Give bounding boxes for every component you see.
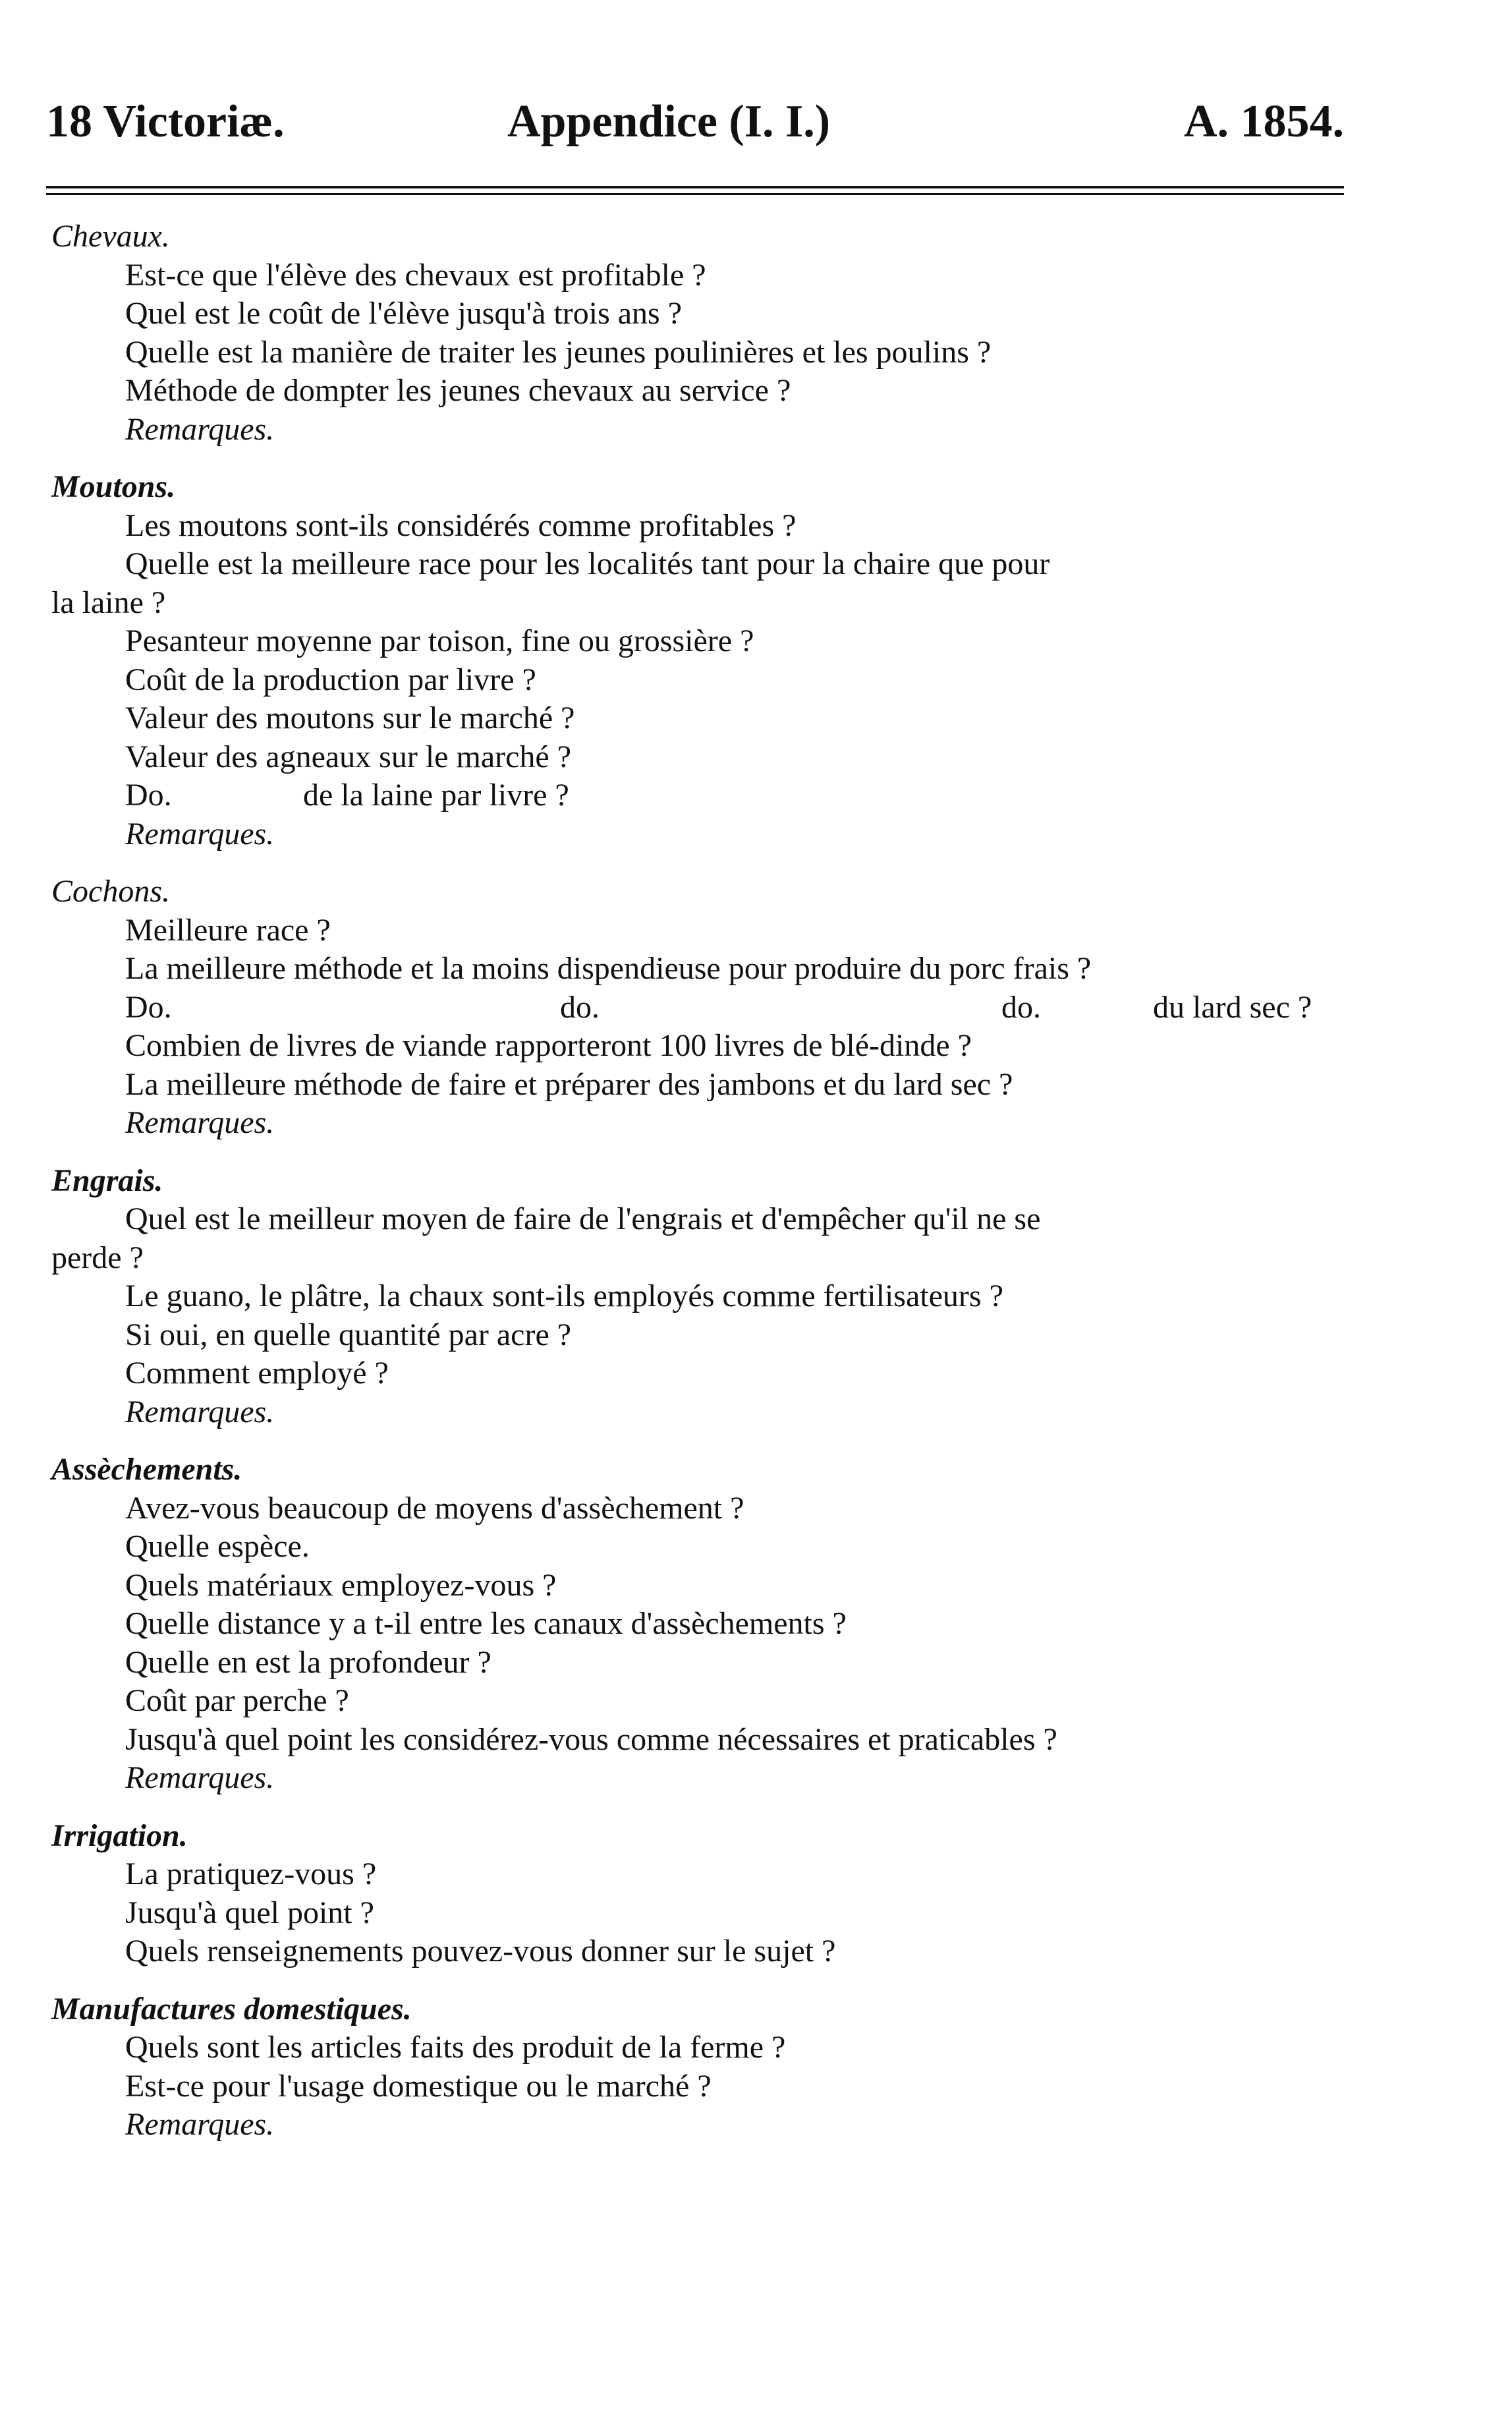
remarks-label: Remarques. (125, 411, 275, 447)
header-year: A. 1854. (1183, 96, 1344, 147)
question-line: Si oui, en quelle quantité par acre ? (125, 1317, 572, 1352)
question-line: Quelle espèce. (125, 1529, 310, 1564)
section-title-cochons: Cochons. (51, 874, 170, 909)
ditto-line (46, 776, 1344, 815)
remarks-label: Remarques. (125, 816, 275, 851)
question-line: Jusqu'à quel point les considérez-vous comme nécessaires et praticables ? (125, 1721, 1057, 1757)
question-line: Combien de livres de viande rapporteront 100 livres de blé-dinde ? (125, 1028, 972, 1063)
ditto-mark: do. (560, 989, 600, 1025)
question-line: Les moutons sont-ils considérés comme profitables ? (125, 507, 797, 543)
header-rule (46, 186, 1344, 195)
question-line: Quels renseignements pouvez-vous donner sur le sujet ? (125, 1934, 836, 1969)
question-line: Comment employé ? (125, 1356, 389, 1391)
question-line: Pesanteur moyenne par toison, fine ou grossière ? (125, 623, 754, 658)
ditto-text: du lard sec ? (1153, 989, 1312, 1025)
question-line: Valeur des moutons sur le marché ? (125, 701, 575, 735)
page-header (46, 92, 1344, 152)
section-title-engrais: Engrais. (51, 1163, 163, 1198)
question-line: Est-ce pour l'usage domestique ou le marché ? (125, 2068, 712, 2104)
question-line: Quel est le coût de l'élève jusqu'à trois ans ? (125, 296, 683, 331)
question-line: Quels sont les articles faits des produit de la ferme ? (125, 2030, 786, 2065)
question-line: Meilleure race ? (125, 912, 331, 948)
question-line: Quelle est la manière de traiter les jeunes poulinières et les poulins ? (125, 334, 992, 370)
question-line-continuation: perde ? (51, 1240, 144, 1275)
question-line-continuation: la laine ? (51, 585, 166, 620)
question-line: Le guano, le plâtre, la chaux sont-ils employés comme fertilisateurs ? (125, 1279, 1003, 1313)
ditto-mark: do. (1001, 989, 1041, 1025)
question-line: Quels matériaux employez-vous ? (125, 1567, 557, 1603)
section-title-assechements: Assèchements. (51, 1452, 242, 1487)
remarks-label: Remarques. (125, 1105, 275, 1140)
ditto-line (46, 989, 1344, 1027)
question-line: Coût de la production par livre ? (125, 662, 536, 697)
question-line: Est-ce que l'élève des chevaux est profitable ? (125, 257, 706, 293)
header-session: 18 Victoriæ. (46, 96, 285, 147)
section-title-chevaux: Chevaux. (51, 219, 170, 254)
question-line: Méthode de dompter les jeunes chevaux au service ? (125, 373, 791, 408)
question-line: La meilleure méthode de faire et préparer des jambons et du lard sec ? (125, 1066, 1013, 1102)
remarks-label: Remarques. (125, 2107, 275, 2142)
ditto-text: de la laine par livre ? (303, 778, 569, 813)
section-title-irrigation: Irrigation. (51, 1818, 188, 1853)
question-line: Coût par perche ? (125, 1683, 349, 1718)
remarks-label: Remarques. (125, 1394, 275, 1429)
section-title-moutons: Moutons. (51, 469, 176, 504)
question-line: Quelle en est la profondeur ? (125, 1644, 491, 1680)
ditto-label: Do. (125, 778, 172, 813)
question-line: Quelle distance y a t-il entre les canaux d'assèchements ? (125, 1606, 847, 1641)
page-body (46, 217, 1344, 2144)
question-line: La pratiquez-vous ? (125, 1856, 377, 1891)
question-line: Avez-vous beaucoup de moyens d'assèchement ? (125, 1490, 744, 1526)
question-line: Quel est le meilleur moyen de faire de l'engrais et d'empêcher qu'il ne se (125, 1201, 1041, 1236)
question-line: Jusqu'à quel point ? (125, 1895, 374, 1930)
section-title-manufactures: Manufactures domestiques. (51, 1991, 412, 2026)
question-line: Valeur des agneaux sur le marché ? (125, 739, 572, 774)
question-line: Quelle est la meilleure race pour les localités tant pour la chaire que pour (125, 546, 1050, 581)
question-line: La meilleure méthode et la moins dispendieuse pour produire du porc frais ? (125, 951, 1092, 986)
remarks-label: Remarques. (125, 1760, 275, 1795)
header-appendix: Appendice (I. I.) (507, 96, 831, 147)
ditto-label: Do. (125, 989, 172, 1025)
